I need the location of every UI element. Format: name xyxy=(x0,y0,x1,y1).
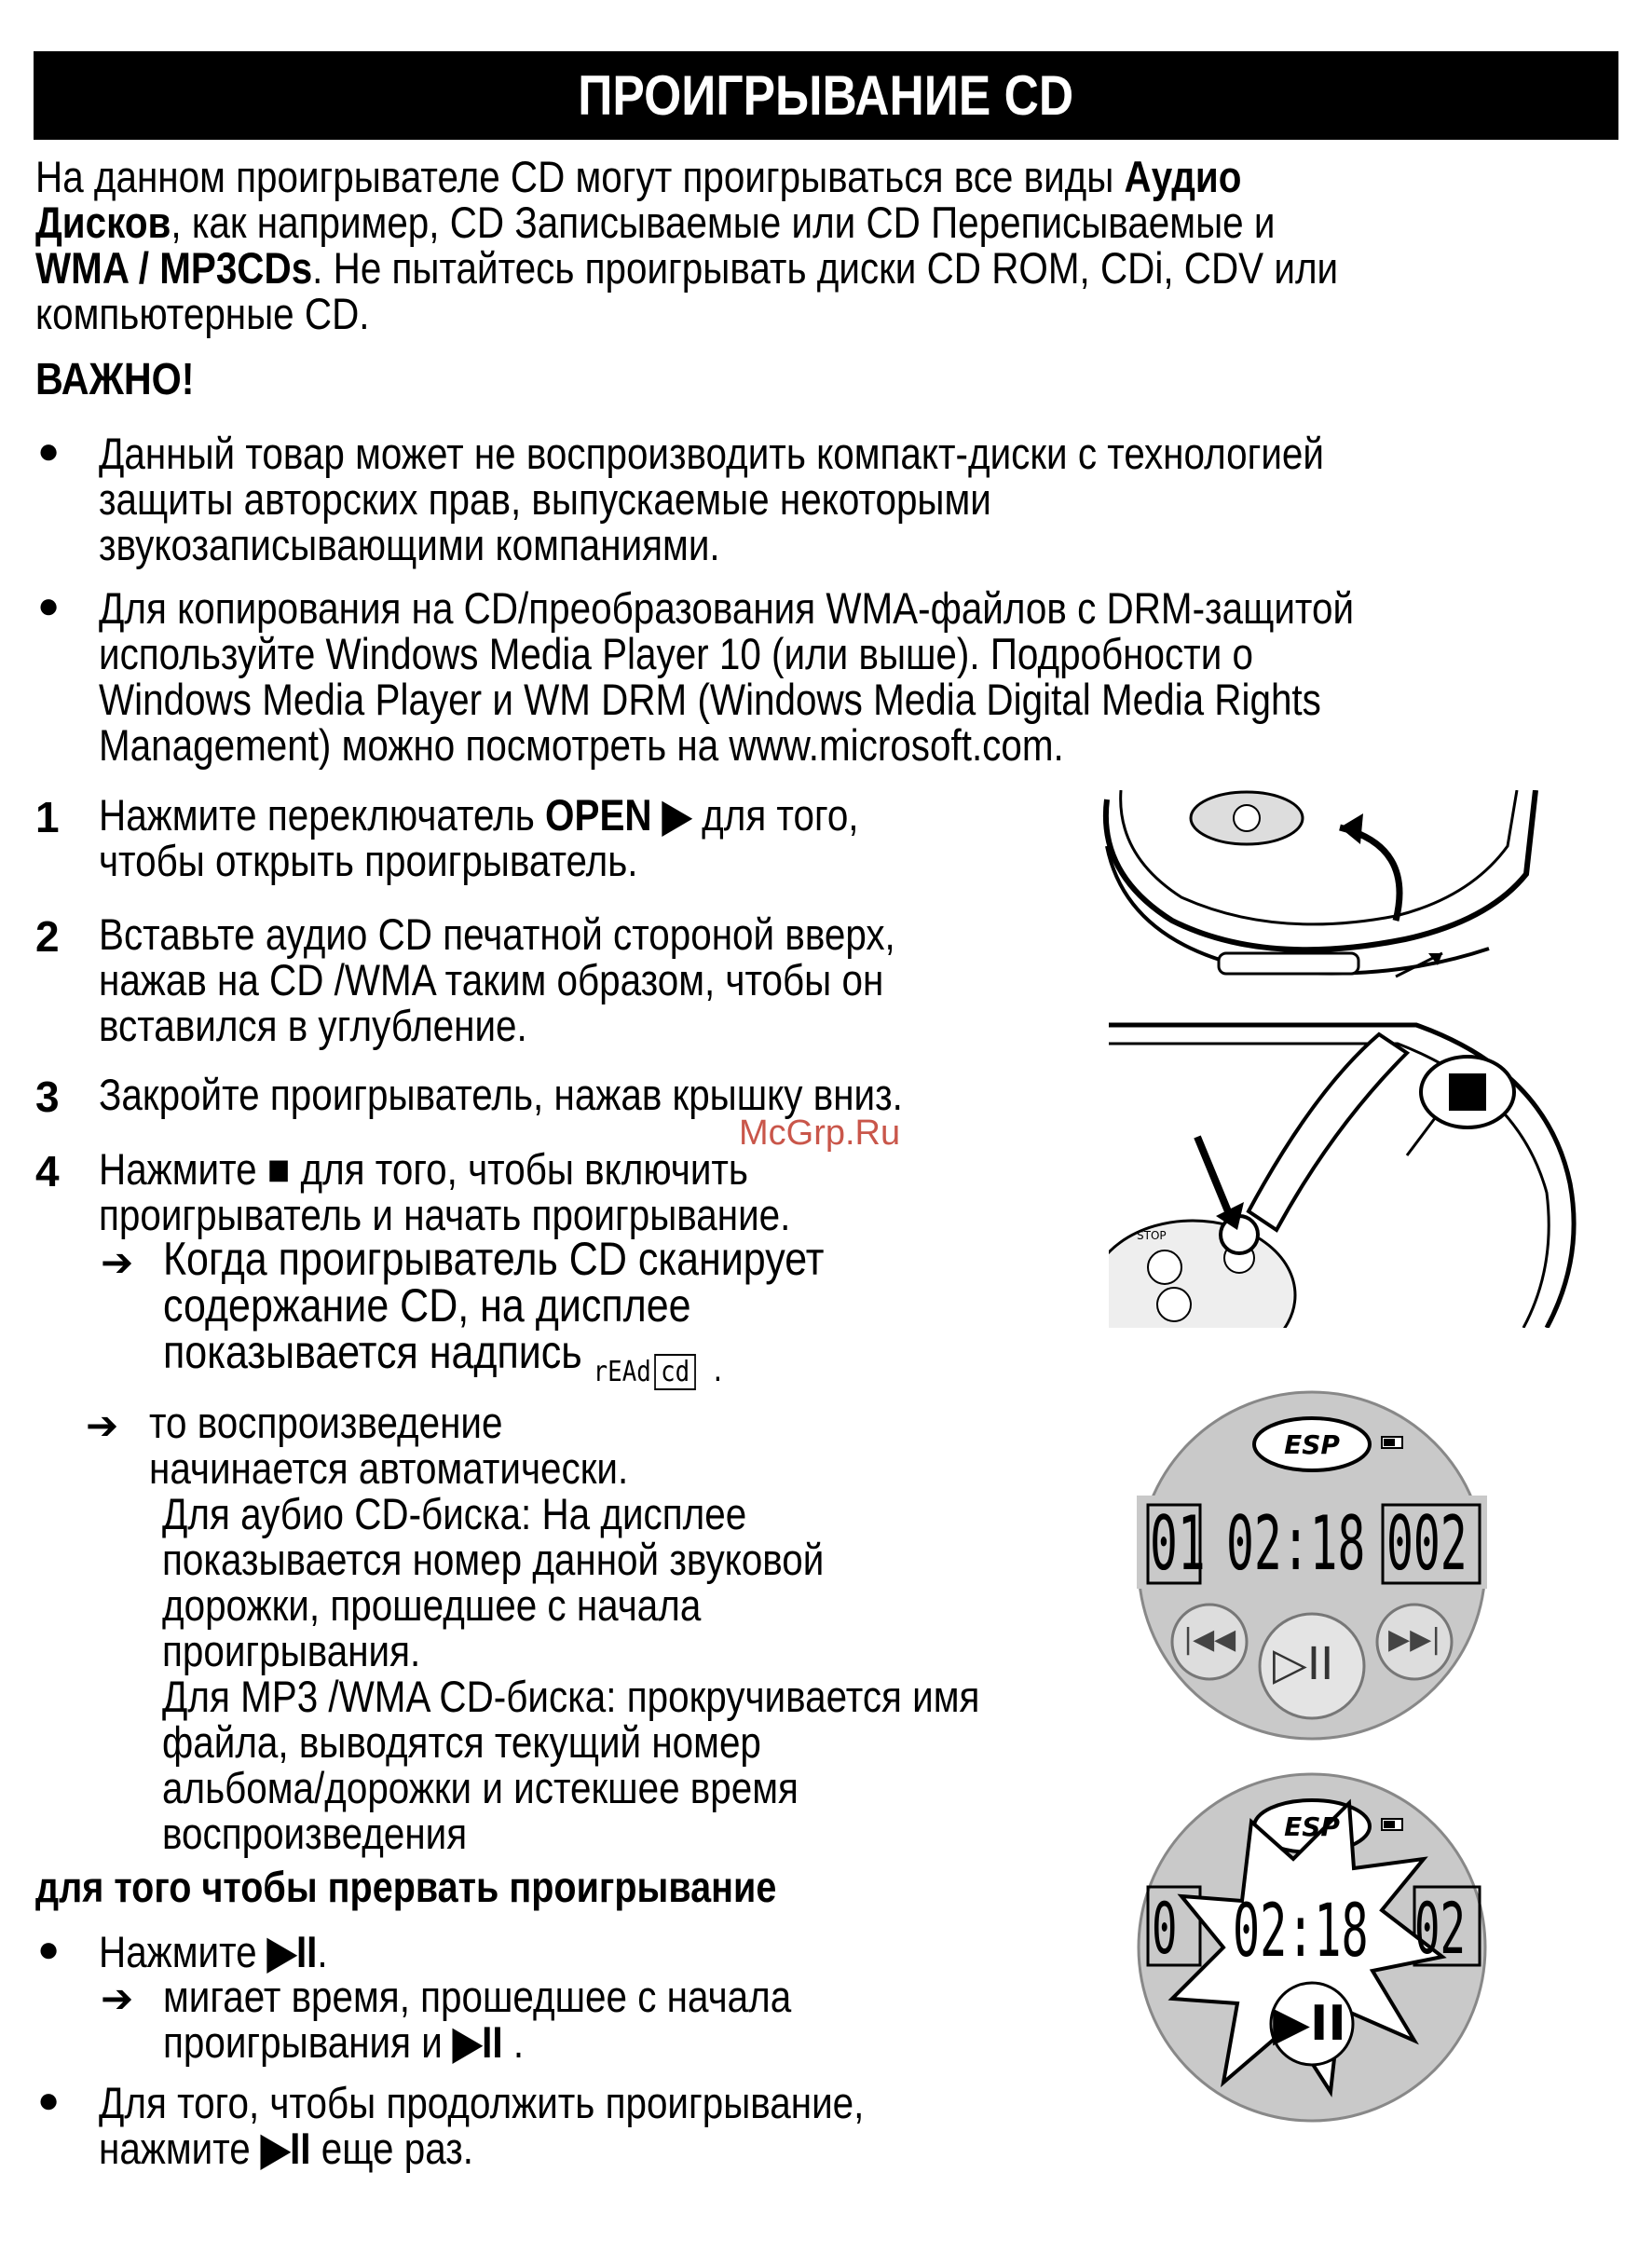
bullet-1: Данный товар может не воспроизводить компакт-диски с технологией защиты авторских прав, выпускаемые некоторыми звукозаписывающими компаниями. xyxy=(99,429,1324,569)
page-title: ПРОИГРЫВАНИЕ CD xyxy=(578,64,1074,127)
step-1-number: 1 xyxy=(35,793,60,841)
intro-paragraph xyxy=(35,154,1338,336)
lcd-display-1 xyxy=(1135,1388,1489,1742)
bullet-dot: ● xyxy=(37,430,61,471)
elapsed-time: 02:18 xyxy=(1226,1500,1366,1587)
previous-icon[interactable]: |◀◀ xyxy=(1183,1623,1236,1656)
arrow-icon: ➔ xyxy=(86,1402,119,1448)
step-3-number: 3 xyxy=(35,1073,60,1121)
step-4-note: Когда проигрыватель CD сканирует содержание CD, на дисплее показывается надпись rEAd cd . xyxy=(163,1236,824,1396)
bullet-dot: ● xyxy=(37,1929,61,1970)
playback-note-1: то воспроизведение начинается автоматически. xyxy=(149,1398,629,1493)
bullet-dot: ● xyxy=(37,2080,61,2121)
open-player-illustration xyxy=(1098,790,1582,991)
pause-bullet-1-note: мигает время, прошедшее с начала проигрывания и ▶II . xyxy=(163,1972,792,2067)
playback-note-2: Для аубио CD-биска: На дисплее показывается номер данной звуковой дорожки, прошедшее с начала проигрывания. Для MP3 /WMA CD-биска: прокручивается имя файла, выводятся текущий номер альбома/дорожки и истекшее время воспроизведения xyxy=(162,1489,980,1858)
track-number: 01 xyxy=(1150,1500,1206,1587)
elapsed-time-blinking: 02:18 xyxy=(1233,1890,1369,1974)
track-number-partial: 0 xyxy=(1152,1887,1178,1970)
step-2-number: 2 xyxy=(35,912,60,961)
intro-line-1: На данном проигрывателе CD могут проигрываться все виды Аудио xyxy=(35,152,1242,201)
arrow-icon: ➔ xyxy=(101,1975,134,2021)
step-2-text: Вставьте аудио CD печатной стороной вверх, нажав на CD /WMA таким образом, чтобы он вставился в углубление. xyxy=(99,909,895,1050)
pause-heading: для того чтобы прервать проигрывание xyxy=(35,1863,777,1911)
esp-label: ESP xyxy=(1284,1429,1340,1460)
pause-bullet-2: Для того, чтобы продолжить проигрывание, нажмите ▶II еще раз. xyxy=(99,2078,865,2173)
page-title-bar xyxy=(34,51,1618,140)
track-count-partial: 02 xyxy=(1414,1887,1466,1970)
bullet-dot: ● xyxy=(37,585,61,626)
intro-line-3: WMA / MP3CDs. Не пытайтесь проигрывать диски CD ROM, CDi, CDV или xyxy=(35,243,1339,293)
bullet-2: Для копирования на CD/преобразования WMA-файлов с DRM-защитой используйте Windows Media Player 10 (или выше). Подробности о Windows Media Player и WM DRM (Windows Media Digital Media Rights Management) можно посмотреть на www.microsoft.com. xyxy=(99,583,1355,770)
lcd-read-indicator: rEAd cd . xyxy=(593,1356,726,1388)
next-icon[interactable]: ▶▶| xyxy=(1388,1623,1441,1656)
step-3-text: Закройте проигрыватель, нажав крышку вниз. xyxy=(99,1070,903,1119)
intro-line-4: компьютерные CD. xyxy=(35,289,370,338)
play-pause-icon[interactable]: ▶II xyxy=(1273,1996,1346,2052)
lcd-display-2 xyxy=(1135,1770,1489,2125)
step-1-text: Нажмите переключатель OPEN ▶ для того, чтобы открыть проигрыватель. xyxy=(99,790,859,885)
track-count: 002 xyxy=(1386,1500,1468,1587)
arrow-icon: ➔ xyxy=(101,1239,134,1285)
step-4-text: Нажмите ■ для того, чтобы включить проигрыватель и начать проигрывание. xyxy=(99,1144,791,1239)
stop-symbol-icon xyxy=(1449,1073,1486,1111)
pause-bullet-1: Нажмите ▶II. xyxy=(99,1927,328,1976)
esp-label: ESP xyxy=(1284,1811,1340,1842)
press-stop-illustration xyxy=(1109,1016,1589,1328)
step-4-number: 4 xyxy=(35,1147,60,1195)
watermark: McGrp.Ru xyxy=(739,1114,901,1153)
intro-line-2: Дисков, как например, CD Записываемые или CD Переписываемые и xyxy=(35,198,1276,247)
important-heading: ВАЖНО! xyxy=(35,355,195,404)
svg-text:STOP: STOP xyxy=(1137,1229,1167,1242)
play-pause-icon[interactable]: ▷II xyxy=(1273,1638,1334,1690)
